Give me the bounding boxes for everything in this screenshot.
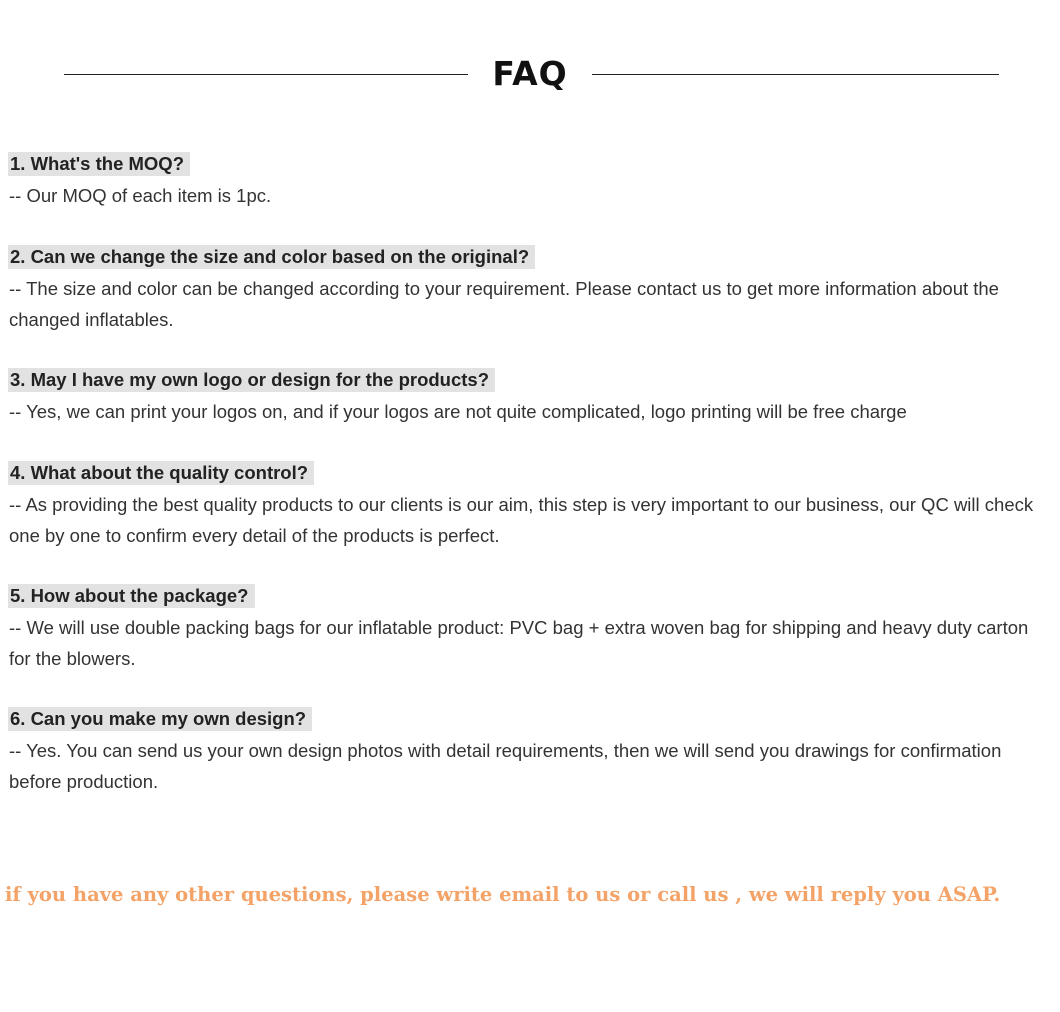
faq-item-own-design: [8, 707, 1048, 797]
faq-item-package: [8, 584, 1048, 674]
faq-answer: -- Yes, we can print your logos on, and if your logos are not quite complicated, logo printing will be free charge: [9, 401, 907, 422]
faq-item-moq: [8, 152, 1048, 211]
faq-question: 1. What's the MOQ?: [8, 152, 190, 176]
header-divider-left: [64, 74, 468, 75]
faq-question: 4. What about the quality control?: [8, 461, 314, 485]
faq-header: [64, 52, 999, 96]
faq-answer: -- We will use double packing bags for our inflatable product: PVC bag + extra woven bag for shipping and heavy duty carton for the blowers.: [9, 617, 1029, 669]
faq-question: 5. How about the package?: [8, 584, 255, 608]
faq-answer: -- Yes. You can send us your own design photos with detail requirements, then we will send you drawings for confirmation before production.: [9, 740, 1002, 792]
faq-question: 3. May I have my own logo or design for the products?: [8, 368, 495, 392]
faq-answer: -- The size and color can be changed according to your requirement. Please contact us to get more information about the changed inflatables.: [9, 278, 999, 330]
header-divider-right: [592, 74, 999, 75]
page-title: FAQ: [492, 54, 568, 93]
contact-note: if you have any other questions, please write email to us or call us , we will reply you ASAP.: [5, 883, 1001, 906]
faq-item-quality-control: [8, 461, 1048, 551]
faq-item-logo: [8, 368, 1048, 427]
faq-answer: -- As providing the best quality products to our clients is our aim, this step is very important to our business, our QC will check one by one to confirm every detail of the products is perfect.: [9, 494, 1034, 546]
faq-question: 6. Can you make my own design?: [8, 707, 312, 731]
faq-answer: -- Our MOQ of each item is 1pc.: [9, 185, 272, 206]
faq-item-size-color: [8, 245, 1048, 335]
faq-question: 2. Can we change the size and color based on the original?: [8, 245, 535, 269]
